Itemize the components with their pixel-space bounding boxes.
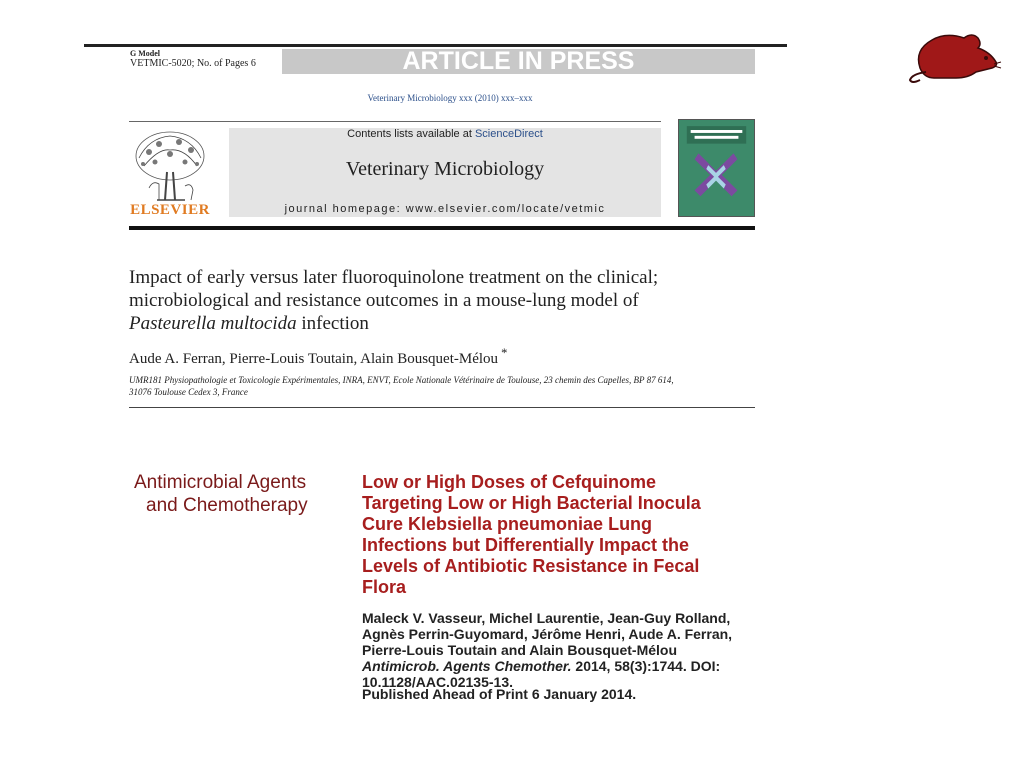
contents-prefix: Contents lists available at [347,128,475,140]
citation-journal: Antimicrob. Agents Chemother. [362,658,572,674]
citation-line1 [362,658,782,674]
article2-title [362,472,782,598]
header-rule [129,121,661,122]
article-in-press-text: ARTICLE IN PRESS [402,47,635,75]
article2-title-line: Cure Klebsiella pneumoniae Lung [362,514,653,534]
elsevier-wordmark: ELSEVIER [130,202,210,218]
article1-title-line1: Impact of early versus later fluoroquinolone treatment on the clinical; [129,267,659,288]
sciencedirect-link[interactable]: ScienceDirect [474,128,543,140]
article2-author-line: Agnès Perrin-Guyomard, Jérôme Henri, Aude A. Ferran, [362,626,733,642]
species-name: Pasteurella multocida [129,313,297,334]
article1-authors-text: Aude A. Ferran, Pierre-Louis Toutain, Alain Bousquet-Mélou [129,351,499,367]
article2-authors [362,610,782,658]
article2-title-line: Low or High Doses of Cefquinome [362,472,657,492]
article1-title-line2: microbiological and resistance outcomes in a mouse-lung model of [129,290,639,311]
mouse-icon [906,28,1002,88]
article2-title-line: Flora [362,577,407,597]
journal-homepage[interactable]: journal homepage: www.elsevier.com/locate/vetmic [284,203,606,215]
article2-title-line: Levels of Antibiotic Resistance in Fecal [362,556,700,576]
aac-journal-line2: and Chemotherapy [146,495,308,516]
affiliation-line2: 31076 Toulouse Cedex 3, France [129,387,248,397]
article2-title-line: Infections but Differentially Impact the [362,535,690,555]
journal-cover-thumbnail [678,119,755,217]
article2-author-line: Maleck V. Vasseur, Michel Laurentie, Jean-Guy Rolland, [362,610,731,626]
article1-title-line3 [129,312,769,335]
corresponding-mark: * [498,346,508,360]
aac-journal-line1: Antimicrobial Agents [134,472,307,493]
article1-affiliation [129,374,749,398]
article2-author-line: Pierre-Louis Toutain and Alain Bousquet-Mélou [362,642,678,658]
citation-doi[interactable]: 10.1128/AAC.02135-13. [362,674,513,690]
g-model-label: G Model [130,49,160,58]
article1-title [129,266,769,335]
citation-rest: 2014, 58(3):1744. DOI: [571,658,721,674]
article-code: VETMIC-5020; No. of Pages 6 [130,58,256,69]
article1-bottom-rule [129,407,755,408]
article2-title-line: Targeting Low or High Bacterial Inocula [362,493,701,513]
title-end: infection [296,313,369,334]
affiliation-line1: UMR181 Physiopathologie et Toxicologie Expérimentales, INRA, ENVT, Ecole Nationale Vétérinaire de Toulouse, 23 chemin des Capelles, BP 87 614, [129,375,674,385]
published-ahead: Published Ahead of Print 6 January 2014. [362,686,637,702]
article1-authors [129,346,507,368]
contents-line [229,128,661,140]
journal-name: Veterinary Microbiology [345,158,545,180]
heavy-rule [129,226,755,230]
journal-citation-line: Veterinary Microbiology xxx (2010) xxx–xxx [367,93,533,103]
